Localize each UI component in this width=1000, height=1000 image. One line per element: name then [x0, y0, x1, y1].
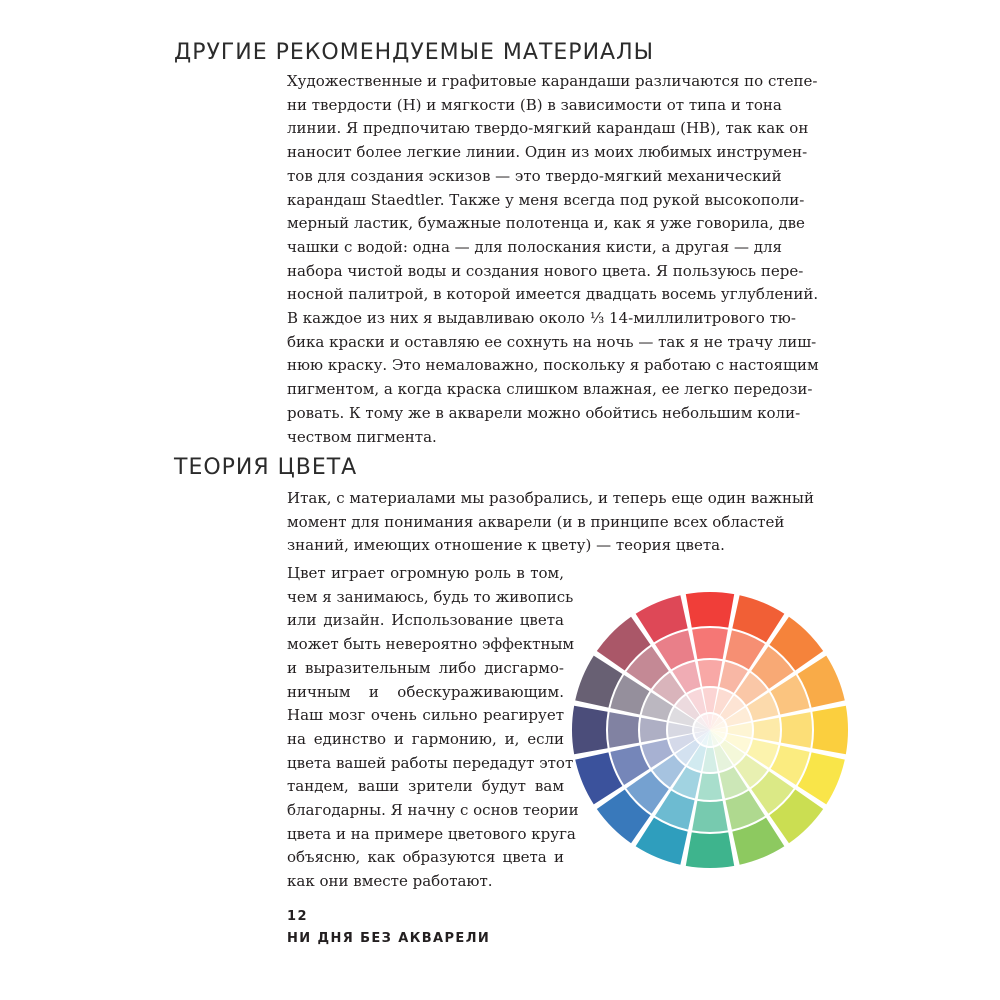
- text-line: пигментом, а когда краска слишком влажная, ее легко передози-: [287, 380, 813, 399]
- text-line: Итак, с материалами мы разобрались, и теперь еще один важный: [287, 489, 814, 507]
- text-line: тов для создания эскизов — это твердо-мягкий механический: [287, 166, 782, 185]
- section-heading-color-theory: ТЕОРИЯ ЦВЕТА: [174, 455, 358, 480]
- color-wheel-segment: [572, 706, 608, 754]
- page-number: 12: [287, 909, 308, 924]
- text-line: нюю краску. Это немаловажно, поскольку я работаю с настоящим: [287, 356, 819, 375]
- text-line: объясню, как образуются цвета и: [287, 848, 564, 867]
- text-line: Наш мозг очень сильно реагирует: [287, 706, 564, 725]
- text-line: знаний, имеющих отношение к цвету) — теория цвета.: [287, 536, 725, 555]
- text-line: цвета вашей работы передадут этот: [287, 753, 574, 772]
- text-line: может быть невероятно эффектным: [287, 635, 575, 654]
- color-wheel-segment: [698, 660, 723, 687]
- color-wheel-segment: [698, 773, 723, 800]
- text-line: ни твердости (H) и мягкости (B) в зависимости от типа и тона: [287, 95, 782, 114]
- text-line: и выразительным либо дисгармо-: [287, 658, 564, 677]
- text-line: чем я занимаюсь, будь то живопись: [287, 587, 574, 606]
- text-line: мерный ластик, бумажные полотенца и, как я уже говорила, две: [287, 214, 805, 233]
- text-line: ровать. К тому же в акварели можно обойтись небольшим коли-: [287, 403, 801, 422]
- text-line: или дизайн. Использование цвета: [287, 611, 564, 630]
- paragraph-color-theory-body: [287, 562, 579, 894]
- paragraph-color-theory-intro: [287, 487, 814, 558]
- text-line: цвета и на примере цветового круга: [287, 824, 576, 843]
- text-line: носной палитрой, в которой имеется двадцать восемь углублений.: [287, 285, 819, 304]
- color-wheel-segment: [781, 712, 812, 748]
- text-line: как они вместе работают.: [287, 872, 493, 891]
- color-wheel-segment: [692, 628, 728, 659]
- text-line: чеством пигмента.: [287, 427, 437, 446]
- text-line: Цвет играет огромную роль в том,: [287, 564, 564, 582]
- text-line: линии. Я предпочитаю твердо-мягкий карандаш (HB), так как он: [287, 119, 809, 138]
- text-line: бика краски и оставляю ее сохнуть на ночь — так я не трачу лиш-: [287, 332, 817, 351]
- text-line: наносит более легкие линии. Один из моих любимых инструмен-: [287, 143, 808, 162]
- text-line: момент для понимания акварели (и в принципе всех областей: [287, 512, 785, 531]
- text-line: благодарны. Я начну с основ теории: [287, 801, 579, 820]
- text-line: набора чистой воды и создания нового цвета. Я пользуюсь пере-: [287, 261, 804, 280]
- text-line: ничным и обескураживающим.: [287, 682, 564, 701]
- color-wheel-segment: [692, 801, 728, 832]
- text-line: В каждое из них я выдавливаю около ⅓ 14-миллилитрового тю-: [287, 309, 796, 328]
- text-line: на единство и гармонию, и, если: [287, 729, 564, 748]
- running-footer-book-title: НИ ДНЯ БЕЗ АКВАРЕЛИ: [287, 931, 491, 946]
- color-wheel-segment: [753, 718, 780, 743]
- text-line: тандем, ваши зрители будут вам: [287, 777, 564, 796]
- section-heading-materials: ДРУГИЕ РЕКОМЕНДУЕМЫЕ МАТЕРИАЛЫ: [174, 40, 655, 65]
- text-line: чашки с водой: одна — для полоскания кисти, а другая — для: [287, 237, 782, 256]
- text-line: Художественные и графитовые карандаши различаются по степе-: [287, 72, 818, 90]
- color-wheel-segment: [608, 712, 639, 748]
- text-line: карандаш Staedtler. Также у меня всегда под рукой высокополи-: [287, 190, 805, 209]
- color-wheel-image: [570, 590, 850, 870]
- color-wheel-segment: [686, 832, 734, 868]
- paragraph-materials: [287, 70, 819, 449]
- color-wheel-segment: [640, 718, 667, 743]
- color-wheel-segment: [686, 592, 734, 628]
- color-wheel-segment: [812, 706, 848, 754]
